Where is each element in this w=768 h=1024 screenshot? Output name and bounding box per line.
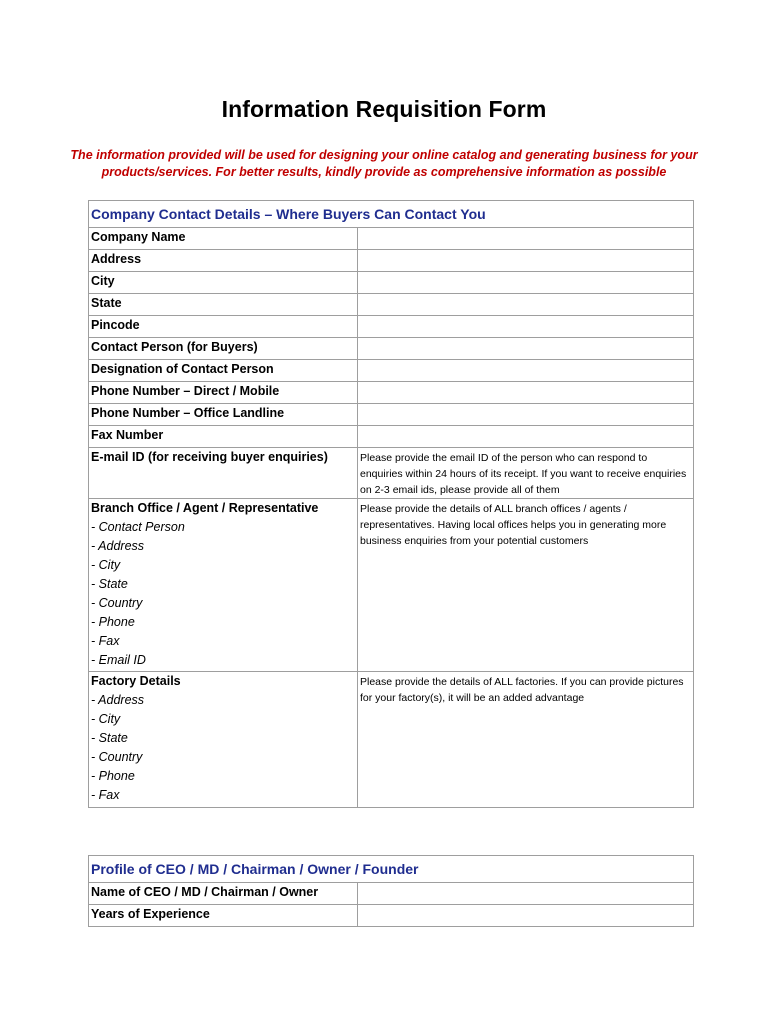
field-label-state: State <box>89 294 358 316</box>
field-value-city[interactable] <box>358 272 694 294</box>
factory-sub-address: - Address <box>91 693 145 707</box>
factory-sub-country: - Country <box>91 750 143 764</box>
field-label-phone-landline: Phone Number – Office Landline <box>89 404 358 426</box>
branch-sub-city: - City <box>91 558 121 572</box>
field-value-address[interactable] <box>358 250 694 272</box>
factory-heading: Factory Details <box>91 674 181 688</box>
field-value-designation[interactable] <box>358 360 694 382</box>
field-label-years-experience: Years of Experience <box>89 905 358 927</box>
branch-sub-phone: - Phone <box>91 615 135 629</box>
field-label-company-name: Company Name <box>89 228 358 250</box>
field-note-branch[interactable]: Please provide the details of ALL branch offices / agents / representatives. Having local offices helps you in generating more business enquiries from your potential customers <box>358 499 694 672</box>
field-value-years-experience[interactable] <box>358 905 694 927</box>
field-label-email: E-mail ID (for receiving buyer enquiries) <box>89 448 358 499</box>
table-row <box>89 338 694 360</box>
branch-sub-fax: - Fax <box>91 634 120 648</box>
field-label-ceo-name: Name of CEO / MD / Chairman / Owner <box>89 883 358 905</box>
field-value-company-name[interactable] <box>358 228 694 250</box>
field-note-factory[interactable]: Please provide the details of ALL factories. If you can provide pictures for your factory(s), it will be an added advantage <box>358 672 694 808</box>
branch-sub-address: - Address <box>91 539 145 553</box>
table-row <box>89 404 694 426</box>
intro-text: The information provided will be used for designing your online catalog and generating business for your products/services. For better results, kindly provide as comprehensive information as possible <box>70 148 698 179</box>
field-value-pincode[interactable] <box>358 316 694 338</box>
company-contact-table <box>88 200 694 808</box>
table-row <box>89 360 694 382</box>
table-row <box>89 499 694 672</box>
field-value-contact-person[interactable] <box>358 338 694 360</box>
table-row <box>89 672 694 808</box>
table-row <box>89 382 694 404</box>
table-row <box>89 448 694 499</box>
table-row <box>89 426 694 448</box>
table-row <box>89 272 694 294</box>
field-label-address: Address <box>89 250 358 272</box>
field-label-designation: Designation of Contact Person <box>89 360 358 382</box>
section-heading-ceo-profile: Profile of CEO / MD / Chairman / Owner / Founder <box>89 856 694 883</box>
table-row <box>89 316 694 338</box>
branch-heading: Branch Office / Agent / Representative <box>91 501 319 515</box>
branch-sub-contact-person: - Contact Person <box>91 520 185 534</box>
field-label-city: City <box>89 272 358 294</box>
factory-sub-state: - State <box>91 731 128 745</box>
table-row <box>89 250 694 272</box>
field-value-state[interactable] <box>358 294 694 316</box>
branch-sub-state: - State <box>91 577 128 591</box>
branch-sub-email: - Email ID <box>91 653 146 667</box>
page-title: Information Requisition Form <box>221 96 547 122</box>
field-label-factory <box>89 672 358 808</box>
field-label-branch <box>89 499 358 672</box>
field-value-fax[interactable] <box>358 426 694 448</box>
table-row <box>89 883 694 905</box>
section-heading-company-contact: Company Contact Details – Where Buyers Can Contact You <box>89 201 694 228</box>
factory-sub-city: - City <box>91 712 121 726</box>
table-row <box>89 294 694 316</box>
ceo-profile-table <box>88 855 694 927</box>
field-label-contact-person: Contact Person (for Buyers) <box>89 338 358 360</box>
field-value-ceo-name[interactable] <box>358 883 694 905</box>
field-value-phone-landline[interactable] <box>358 404 694 426</box>
field-note-email[interactable]: Please provide the email ID of the person who can respond to enquiries within 24 hours of its receipt. If you want to receive enquiries on 2-3 email ids, please provide all of them <box>358 448 694 499</box>
factory-sub-phone: - Phone <box>91 769 135 783</box>
field-label-pincode: Pincode <box>89 316 358 338</box>
field-value-phone-mobile[interactable] <box>358 382 694 404</box>
table-row <box>89 228 694 250</box>
field-label-fax: Fax Number <box>89 426 358 448</box>
field-label-phone-mobile: Phone Number – Direct / Mobile <box>89 382 358 404</box>
table-row <box>89 905 694 927</box>
factory-sub-fax: - Fax <box>91 788 120 802</box>
branch-sub-country: - Country <box>91 596 143 610</box>
